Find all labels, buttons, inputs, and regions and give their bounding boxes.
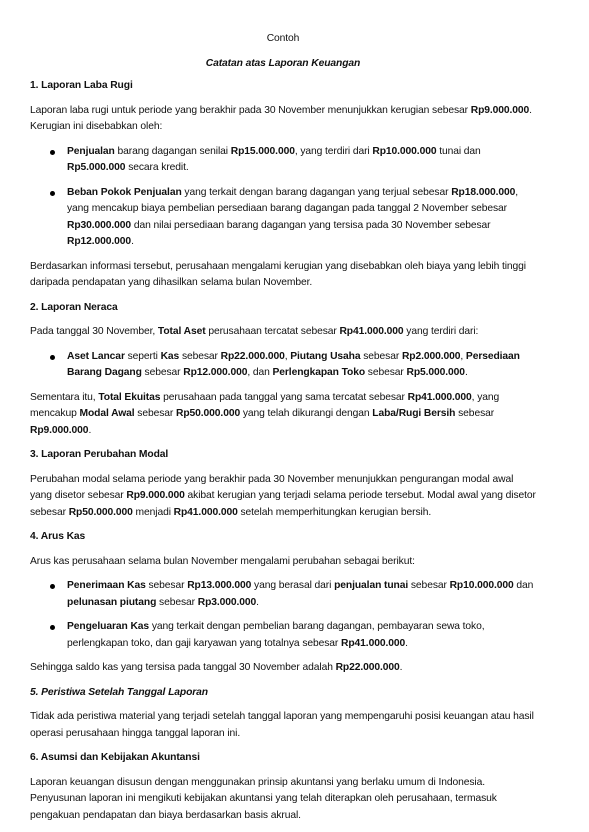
bold-text: Total Aset: [157, 326, 206, 337]
section-heading: 1. Laporan Laba Rugi: [30, 80, 133, 91]
bold-text: Rp10.000.000: [449, 580, 514, 591]
text-run: yang terkait dengan pembelian barang dagangan, pembayaran sewa toko, perlengkapan toko, dan gaji karyawan yang totalnya sebesar: [67, 621, 485, 649]
bold-text: Rp41.000.000: [341, 637, 406, 649]
section: [30, 300, 536, 440]
document-body: [30, 31, 536, 832]
bold-text: Aset Lancar: [67, 350, 125, 362]
text-run: secara kredit.: [125, 162, 189, 173]
text-run: yang berasal dari: [251, 580, 335, 591]
bullet-item: [30, 144, 536, 177]
text-run: sebesar: [455, 408, 495, 419]
paragraph: [30, 324, 536, 341]
bullet-list: [30, 349, 536, 382]
section-heading: 5. Peristiwa Setelah Tanggal Laporan: [30, 686, 208, 698]
text-run: setelah memperhitungkan kerugian bersih.: [237, 506, 432, 518]
text-run: dan: [513, 580, 534, 591]
bold-text: Rp10.000.000: [372, 145, 437, 157]
text-run: .: [405, 637, 408, 649]
text-run: sebesar: [179, 350, 221, 362]
paragraph: [30, 472, 536, 522]
text-run: perusahaan pada tanggal yang sama tercatat sebesar: [160, 391, 408, 403]
bullet-icon: [50, 625, 55, 630]
bullet-item: [30, 185, 536, 251]
text-run: Perubahan modal selama periode yang berakhir pada 30 November menunjukkan pengurangan modal awal yang disetor sebesar: [30, 473, 514, 501]
bold-text: Rp50.000.000: [68, 506, 133, 518]
bullet-item: [30, 349, 536, 382]
bold-text: Rp2.000.000: [401, 350, 461, 362]
bold-text: Kas: [160, 350, 180, 362]
bold-text: Rp41.000.000: [173, 506, 238, 518]
bold-text: Rp41.000.000: [407, 391, 472, 403]
text-run: tunai dan: [436, 145, 481, 157]
paragraph: [30, 775, 536, 825]
bold-text: Rp50.000.000: [176, 408, 241, 419]
paragraph: [30, 554, 536, 571]
paragraph: [30, 390, 536, 440]
text-run: sebesar: [141, 367, 184, 378]
bullet-icon: [50, 150, 55, 155]
bullet-list: [30, 144, 536, 251]
bold-text: Beban Pokok Penjualan: [67, 186, 182, 198]
text-run: .: [464, 367, 468, 378]
text-run: Sementara itu,: [30, 391, 99, 403]
paragraph: [30, 103, 536, 136]
bold-text: Pengeluaran Kas: [67, 621, 150, 632]
section: [30, 78, 536, 292]
bold-text: Rp5.000.000: [406, 367, 465, 378]
document-subtitle: Catatan atas Laporan Keuangan: [205, 57, 361, 69]
bold-text: Rp30.000.000: [67, 219, 132, 231]
text-run: .: [256, 596, 259, 608]
bold-text: Modal Awal: [79, 408, 135, 419]
bold-text: Rp41.000.000: [339, 326, 404, 337]
text-run: , yang mencakup: [30, 391, 500, 419]
section-heading: 4. Arus Kas: [30, 531, 86, 542]
text-run: sebesar: [156, 596, 198, 608]
bullet-list: [30, 578, 536, 652]
text-run: yang telah dikurangi dengan: [240, 408, 373, 419]
text-run: seperti: [124, 350, 161, 362]
text-run: yang terkait dengan barang dagangan yang terjual sebesar: [181, 186, 452, 198]
bold-text: Rp22.000.000: [335, 662, 400, 673]
text-run: Pada tanggal 30 November,: [30, 326, 158, 337]
text-run: perusahaan tercatat sebesar: [205, 326, 340, 337]
text-run: Berdasarkan informasi tersebut, perusahaan mengalami kerugian yang disebabkan oleh biaya yang lebih tinggi daripada pendapatan yang dihasilkan selama bulan November.: [30, 260, 526, 288]
bold-text: Laba/Rugi Bersih: [372, 408, 456, 419]
text-run: Laporan keuangan disusun dengan menggunakan prinsip akuntansi yang berlaku umum di Indonesia. Penyusunan laporan ini mengikuti kebijakan akuntansi yang telah diterapkan oleh perusahaan, termasuk pengakuan pendapatan dan biaya berdasarkan basis akrual.: [30, 776, 497, 821]
bold-text: Rp12.000.000: [183, 367, 248, 378]
bold-text: Rp18.000.000: [451, 186, 516, 198]
section: [30, 750, 536, 824]
bold-text: Total Ekuitas: [98, 391, 161, 403]
text-run: ,: [460, 350, 466, 362]
text-run: sebesar: [360, 350, 402, 362]
text-run: yang terdiri dari:: [403, 326, 479, 337]
bold-text: Rp22.000.000: [220, 350, 285, 362]
bullet-icon: [50, 355, 55, 360]
bold-text: Rp3.000.000: [197, 596, 257, 608]
bullet-icon: [50, 191, 55, 196]
text-run: Arus kas perusahaan selama bulan November mengalami perubahan sebagai berikut:: [30, 555, 415, 567]
text-run: .: [399, 662, 403, 673]
bold-text: Penerimaan Kas: [67, 580, 146, 591]
text-run: Laporan laba rugi untuk periode yang berakhir pada 30 November menunjukkan kerugian sebesar: [30, 104, 471, 116]
bold-text: Piutang Usaha: [290, 350, 361, 362]
bold-text: penjualan tunai: [334, 580, 409, 591]
text-run: , yang terdiri dari: [294, 145, 373, 157]
section-heading: 3. Laporan Perubahan Modal: [30, 449, 169, 460]
text-run: , dan: [247, 367, 273, 378]
text-run: Sehingga saldo kas yang tersisa pada tanggal 30 November adalah: [30, 662, 336, 673]
text-run: ,: [284, 350, 291, 362]
text-run: akibat kerugian yang terjadi selama periode tersebut. Modal awal yang disetor sebesar: [30, 490, 536, 518]
bold-text: Rp13.000.000: [187, 580, 252, 591]
bold-text: Rp9.000.000: [30, 424, 89, 436]
bold-text: Perlengkapan Toko: [272, 367, 366, 378]
bold-text: Persediaan Barang Dagang: [67, 350, 520, 378]
text-run: sebesar: [134, 408, 177, 419]
bold-text: Rp5.000.000: [67, 162, 126, 173]
bold-text: Penjualan: [67, 145, 115, 157]
bold-text: Rp12.000.000: [67, 236, 132, 247]
paragraph: [30, 709, 536, 742]
text-run: sebesar: [365, 367, 407, 378]
text-run: .: [131, 236, 134, 247]
text-run: menjadi: [132, 506, 174, 518]
paragraph: [30, 660, 536, 677]
text-run: . Kerugian ini disebabkan oleh:: [30, 104, 532, 132]
bullet-icon: [50, 584, 55, 589]
section-heading: 6. Asumsi dan Kebijakan Akuntansi: [30, 752, 200, 763]
text-run: , yang mencakup biaya pembelian persediaan barang dagangan pada tanggal 2 November sebesar: [67, 186, 519, 214]
sections-container: [30, 78, 536, 824]
text-run: .: [88, 424, 92, 436]
section-heading: 2. Laporan Neraca: [30, 301, 118, 313]
section: [30, 447, 536, 521]
bold-text: Rp15.000.000: [230, 145, 295, 157]
text-run: sebesar: [145, 580, 188, 591]
bold-text: Rp9.000.000: [126, 490, 185, 501]
section: [30, 529, 536, 677]
paragraph: [30, 259, 536, 292]
text-run: Tidak ada peristiwa material yang terjadi setelah tanggal laporan yang mempengaruhi posisi keuangan atau hasil operasi perusahaan hingga tanggal laporan ini.: [30, 711, 534, 739]
text-run: barang dagangan senilai: [114, 145, 231, 157]
bullet-item: [30, 578, 536, 611]
bold-text: Rp9.000.000: [470, 104, 530, 116]
text-run: dan nilai persediaan barang dagangan yang tersisa pada 30 November sebesar: [131, 219, 491, 231]
section: [30, 685, 536, 743]
bullet-item: [30, 619, 536, 652]
document-title: Contoh: [266, 33, 300, 44]
bold-text: pelunasan piutang: [67, 596, 157, 608]
text-run: sebesar: [408, 580, 450, 591]
